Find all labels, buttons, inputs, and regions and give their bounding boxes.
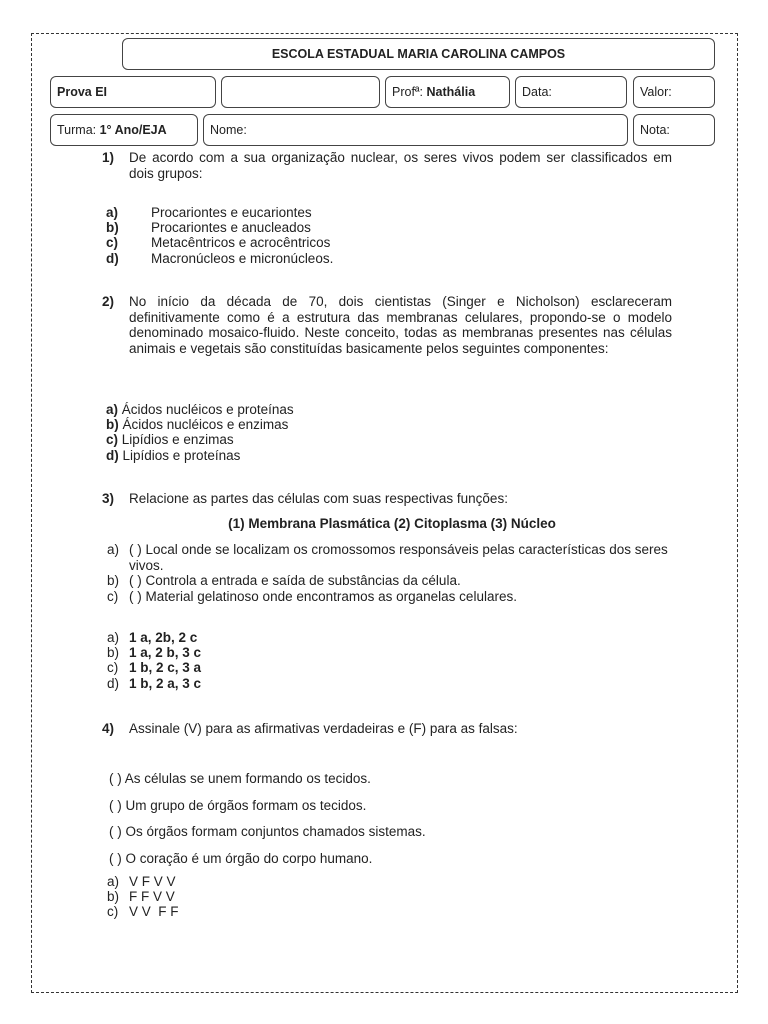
match-item[interactable] bbox=[107, 542, 677, 573]
option[interactable] bbox=[107, 660, 201, 675]
option-letter: b) bbox=[106, 220, 119, 236]
option-text: Lipídios e proteínas bbox=[122, 447, 241, 463]
item-text: ( ) Local onde se localizam os cromossomos responsáveis pelas características dos seres vivos. bbox=[129, 542, 668, 573]
match-item[interactable] bbox=[107, 573, 677, 589]
option-text: 1 a, 2 b, 3 c bbox=[129, 645, 202, 661]
option[interactable] bbox=[106, 251, 333, 266]
option-letter: a) bbox=[106, 402, 119, 417]
value-field[interactable] bbox=[633, 76, 715, 108]
question-1 bbox=[102, 150, 672, 181]
option-text: Procariontes e eucariontes bbox=[151, 205, 312, 220]
name-label: Nome: bbox=[210, 123, 247, 137]
option-letter: d) bbox=[107, 675, 120, 691]
date-field[interactable] bbox=[515, 76, 627, 108]
option-text: 1 b, 2 a, 3 c bbox=[129, 675, 202, 691]
grade-label: Nota: bbox=[640, 123, 670, 137]
date-label: Data: bbox=[522, 85, 552, 99]
exam-field bbox=[50, 76, 216, 108]
option-text: 1 b, 2 c, 3 a bbox=[129, 660, 202, 676]
option-text: 1 a, 2b, 2 c bbox=[129, 630, 198, 645]
option-letter: b) bbox=[107, 889, 120, 904]
name-field[interactable] bbox=[203, 114, 628, 146]
grade-field[interactable] bbox=[633, 114, 715, 146]
option-text: Metacêntricos e acrocêntricos bbox=[151, 235, 331, 251]
option-text: V F V V bbox=[129, 874, 176, 889]
option[interactable] bbox=[107, 676, 201, 691]
option-letter: c) bbox=[106, 432, 119, 448]
option-letter: a) bbox=[107, 630, 120, 645]
option-text: Ácidos nucléicos e proteínas bbox=[121, 402, 294, 417]
option[interactable] bbox=[106, 448, 294, 463]
option[interactable] bbox=[107, 904, 179, 919]
item-letter: c) bbox=[107, 588, 119, 604]
question-3-answers bbox=[107, 630, 201, 691]
option[interactable] bbox=[106, 417, 294, 432]
option-text: Ácidos nucléicos e enzimas bbox=[122, 417, 289, 433]
value-label: Valor: bbox=[640, 85, 672, 99]
option-text: Lipídios e enzimas bbox=[121, 432, 234, 448]
question-3-text: Relacione as partes das células com suas respectivas funções: bbox=[129, 491, 508, 506]
cell-parts-list: (1) Membrana Plasmática (2) Citoplasma (3) Núcleo bbox=[228, 516, 556, 531]
match-item[interactable] bbox=[107, 589, 677, 605]
question-4-number: 4) bbox=[102, 721, 115, 736]
option[interactable] bbox=[107, 874, 179, 889]
option-text: Procariontes e anucleados bbox=[151, 220, 311, 236]
class-field bbox=[50, 114, 198, 146]
question-4-text: Assinale (V) para as afirmativas verdadeiras e (F) para as falsas: bbox=[129, 721, 518, 736]
option-letter: c) bbox=[107, 660, 119, 676]
question-3-items bbox=[107, 542, 677, 604]
question-3 bbox=[102, 491, 672, 507]
school-name bbox=[122, 38, 715, 70]
teacher-name: Nathália bbox=[426, 85, 476, 99]
option-letter: a) bbox=[106, 205, 119, 220]
option-letter: d) bbox=[106, 250, 119, 266]
question-4-statements bbox=[109, 771, 426, 877]
school-name-text: ESCOLA ESTADUAL MARIA CAROLINA CAMPOS bbox=[271, 47, 566, 61]
question-1-options bbox=[106, 205, 333, 266]
item-text: ( ) Controla a entrada e saída de substâncias da célula. bbox=[129, 573, 461, 588]
question-2-text: No início da década de 70, dois cientistas (Singer e Nicholson) esclareceram definitivamente como é a estrutura das membranas celulares, propondo-se o modelo denominado mosaico-fluido. Neste conceito, todas as membranas presentes nas células animais e vegetais são constituídas basicamente pelos seguintes componentes: bbox=[129, 294, 672, 356]
option[interactable] bbox=[107, 645, 201, 660]
question-1-number: 1) bbox=[102, 150, 115, 165]
option[interactable] bbox=[107, 889, 179, 904]
option[interactable] bbox=[106, 235, 333, 250]
statement[interactable]: ( ) O coração é um órgão do corpo humano. bbox=[109, 850, 373, 866]
option-text: Macronúcleos e micronúcleos. bbox=[151, 250, 334, 266]
option-letter: c) bbox=[106, 235, 119, 251]
option[interactable] bbox=[106, 402, 294, 417]
question-4 bbox=[102, 721, 672, 737]
question-4-answers bbox=[107, 874, 179, 919]
option-letter: b) bbox=[107, 645, 120, 661]
option-letter: b) bbox=[106, 417, 119, 433]
class-value: 1° Ano/EJA bbox=[99, 123, 167, 137]
option-letter: c) bbox=[107, 904, 119, 919]
question-1-text: De acordo com a sua organização nuclear, os seres vivos podem ser classificados em dois grupos: bbox=[129, 150, 672, 181]
exam-label: Prova EI bbox=[57, 85, 108, 99]
teacher-label: Profª: bbox=[392, 85, 424, 99]
item-text: ( ) Material gelatinoso onde encontramos as organelas celulares. bbox=[129, 588, 517, 604]
teacher-field bbox=[385, 76, 510, 108]
question-2-options bbox=[106, 402, 294, 463]
option[interactable] bbox=[107, 630, 201, 645]
question-2 bbox=[102, 294, 672, 356]
option-text: F F V V bbox=[129, 889, 175, 904]
option-letter: a) bbox=[107, 874, 120, 889]
item-letter: a) bbox=[107, 542, 120, 557]
blank-field[interactable] bbox=[221, 76, 380, 108]
option[interactable] bbox=[106, 432, 294, 447]
option[interactable] bbox=[106, 205, 333, 220]
option[interactable] bbox=[106, 220, 333, 235]
statement[interactable]: ( ) Os órgãos formam conjuntos chamados sistemas. bbox=[109, 824, 426, 839]
class-label: Turma: bbox=[57, 123, 97, 137]
statement[interactable]: ( ) Um grupo de órgãos formam os tecidos. bbox=[109, 797, 367, 813]
item-letter: b) bbox=[107, 573, 120, 588]
option-text: V V F F bbox=[129, 904, 179, 919]
statement[interactable]: ( ) As células se unem formando os tecidos. bbox=[109, 771, 371, 786]
question-3-number: 3) bbox=[102, 491, 115, 506]
question-2-number: 2) bbox=[102, 294, 115, 309]
option-letter: d) bbox=[106, 447, 119, 463]
